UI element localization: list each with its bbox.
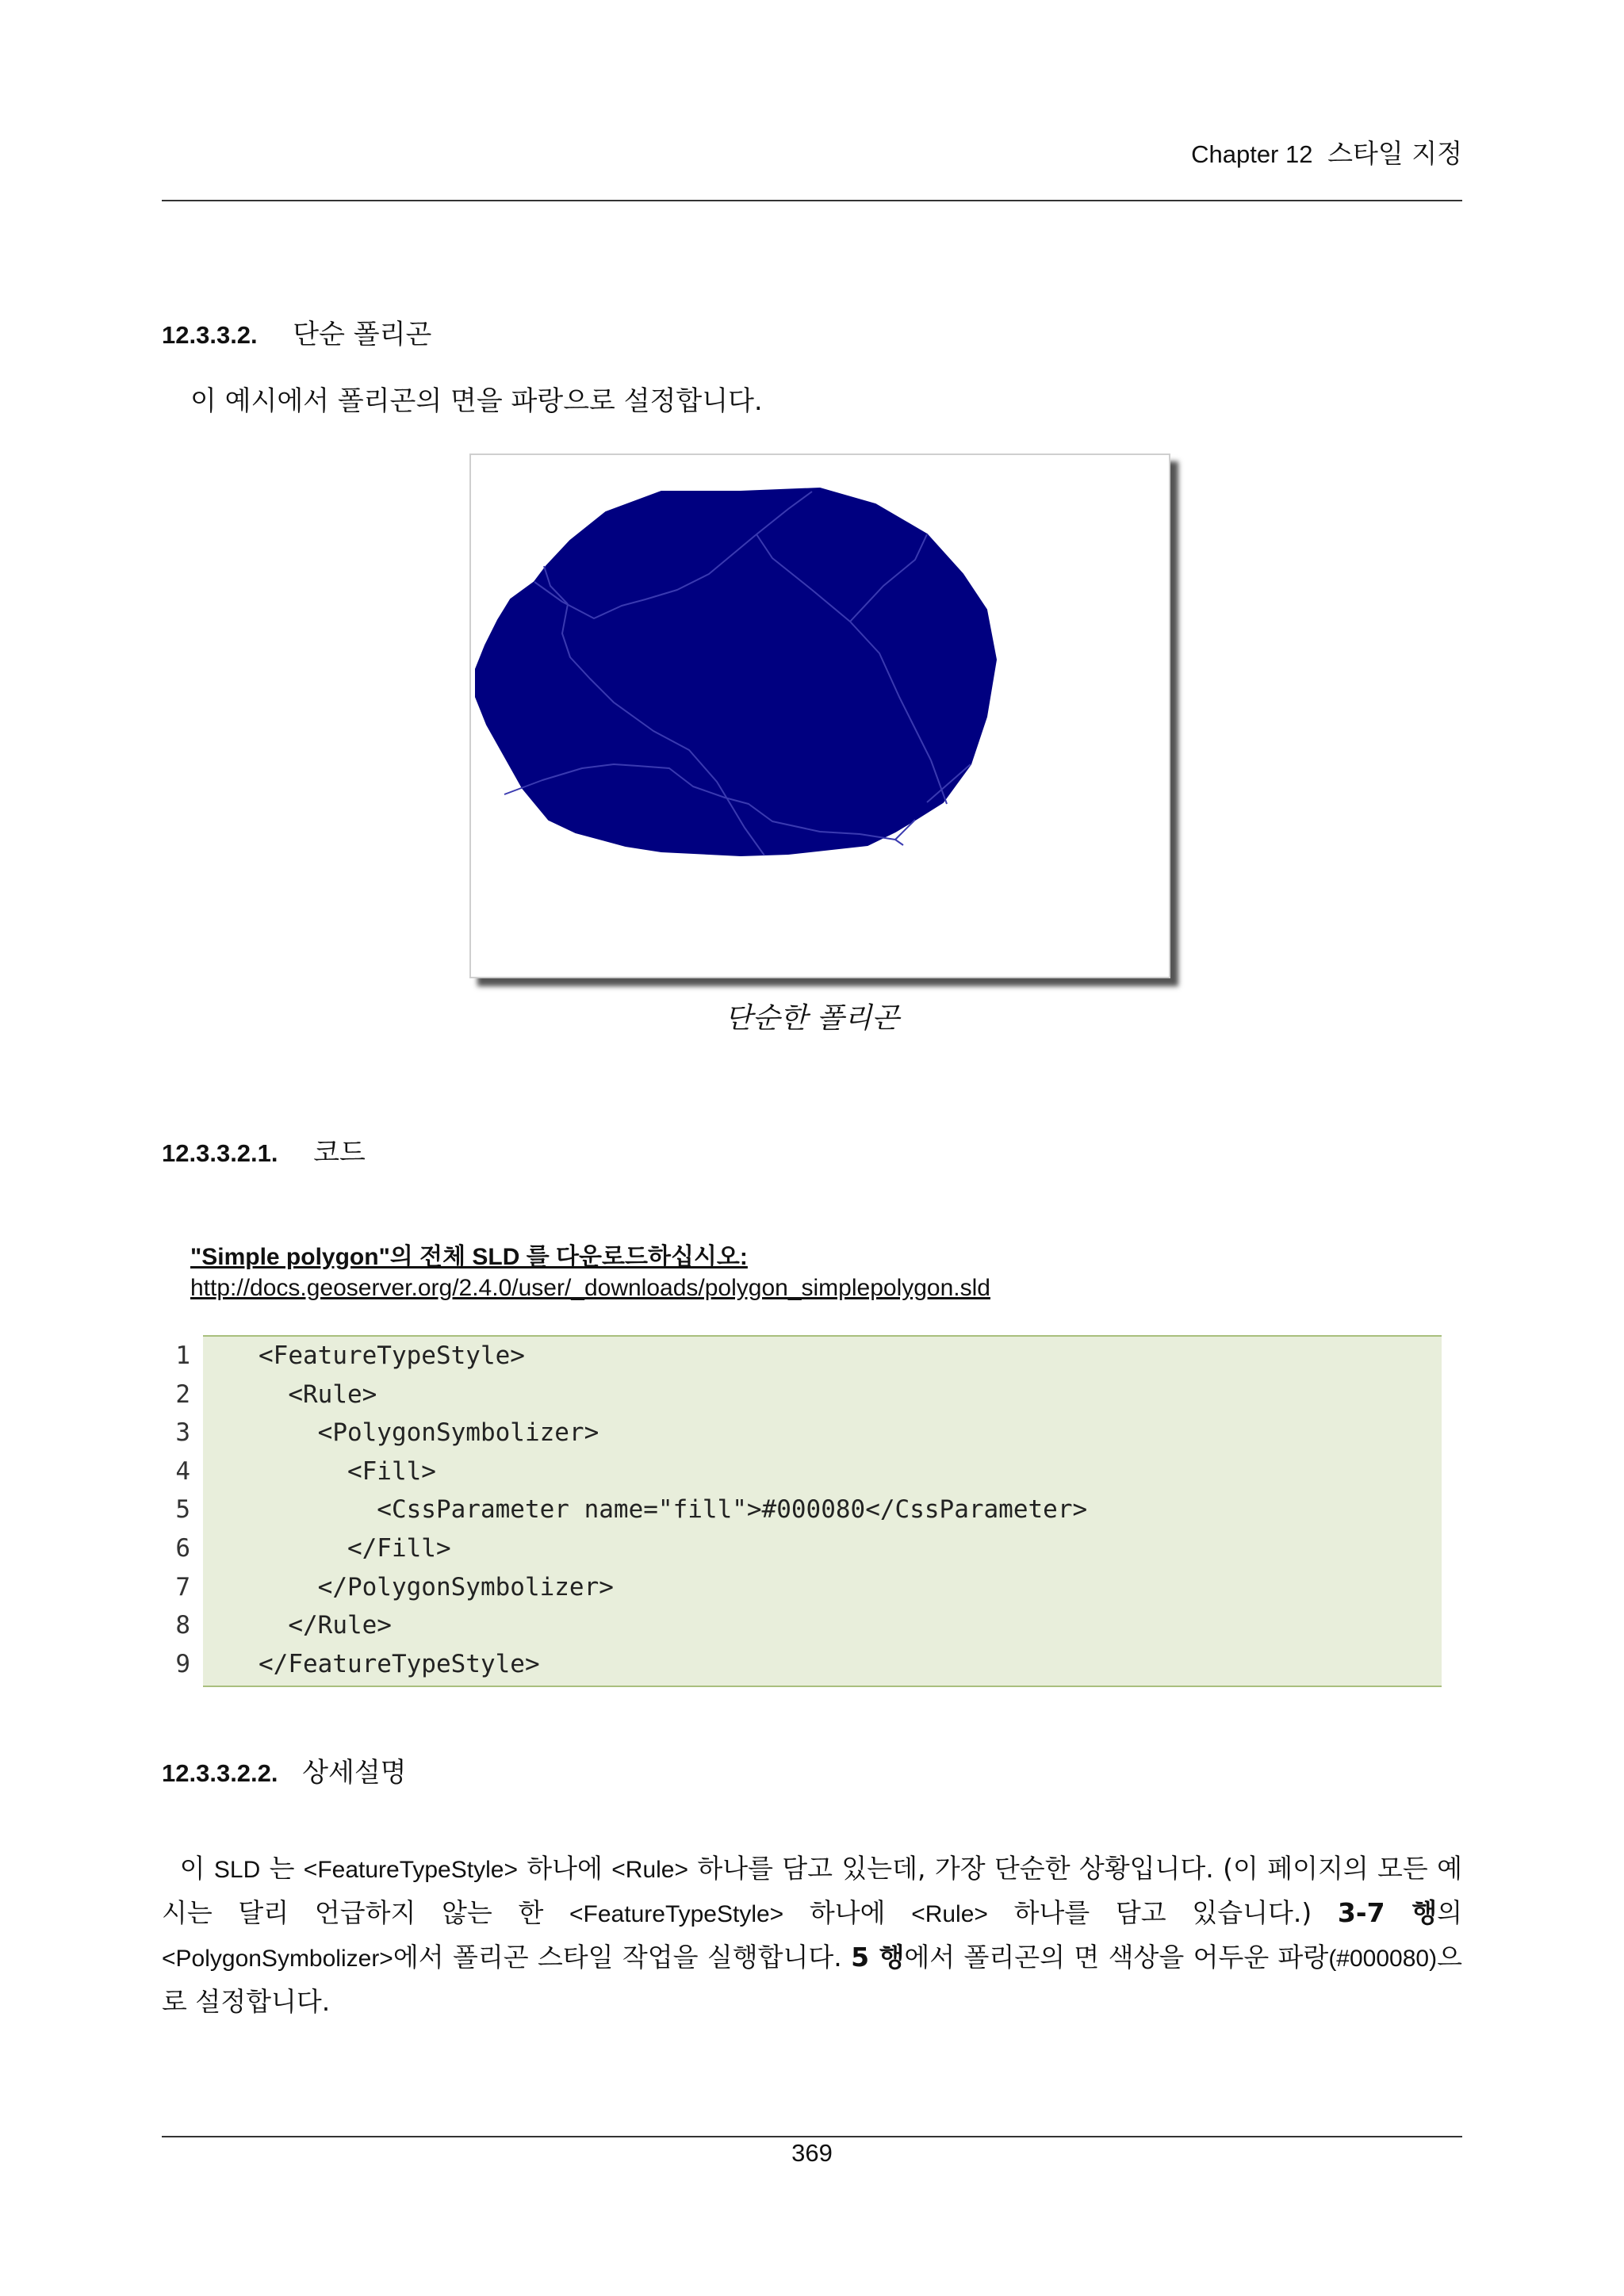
- detail-code-ref: <PolygonSymbolizer>: [162, 1946, 393, 1972]
- figure-caption: 단순한 폴리곤: [724, 1002, 900, 1035]
- download-text: [190, 1237, 748, 1272]
- line-number: 4: [175, 1456, 190, 1486]
- code-text: <Rule>: [259, 1380, 377, 1409]
- section-heading: [162, 312, 431, 351]
- figure-frame: [469, 453, 1170, 978]
- detail-section-title: 상세설명: [302, 1757, 407, 1789]
- page-number: 369: [791, 2139, 833, 2167]
- download-link-text[interactable]: "Simple polygon"의 전체 SLD 를 다운로드하십시오:: [190, 1244, 748, 1270]
- line-number: 5: [175, 1495, 190, 1525]
- code-text: </PolygonSymbolizer>: [259, 1572, 614, 1601]
- detail-text: 하나를 담고 있는데, 가장 단순한 상황입니다. (이 페이지의 모든 예시는 달리 언급하지 않는 한: [162, 1853, 1462, 1928]
- detail-text: 으로 설정합니다.: [162, 1942, 1462, 2017]
- code-text: </FeatureTypeStyle>: [259, 1649, 540, 1678]
- detail-text: 이: [179, 1853, 214, 1884]
- detail-heading: [162, 1751, 407, 1789]
- header-chapter-title: 스타일 지정: [1327, 138, 1462, 169]
- code-section-title: 코드: [313, 1137, 366, 1169]
- detail-text: 하나에: [783, 1897, 912, 1928]
- detail-code-ref: <FeatureTypeStyle>: [303, 1857, 518, 1883]
- detail-line-ref: 3-7 행: [1337, 1897, 1438, 1928]
- code-text: </Rule>: [259, 1611, 392, 1640]
- line-number: 2: [175, 1380, 190, 1409]
- header-chapter: Chapter 12: [1191, 140, 1313, 168]
- download-url-line: [190, 1275, 990, 1302]
- section-title: 단순 폴리곤: [293, 319, 432, 350]
- line-number: 6: [175, 1534, 190, 1563]
- intro-paragraph: 이 예시에서 폴리곤의 면을 파랑으로 설정합니다.: [190, 385, 763, 417]
- footer-rule: [162, 2136, 1462, 2137]
- code-section-number: 12.3.3.2.1.: [162, 1139, 278, 1167]
- header-rule: [162, 200, 1462, 201]
- code-heading: [162, 1131, 366, 1169]
- code-text: </Fill>: [259, 1534, 451, 1563]
- detail-code-ref: <Rule>: [911, 1901, 988, 1927]
- polygon-figure: [471, 455, 1169, 977]
- detail-text: SLD: [213, 1857, 261, 1883]
- detail-text: 의: [1437, 1897, 1462, 1928]
- running-header: [1191, 133, 1462, 170]
- code-text: <CssParameter name="fill">#000080</CssParameter>: [259, 1495, 1088, 1525]
- detail-paragraph: [162, 1847, 1462, 2023]
- line-number: 8: [175, 1611, 190, 1640]
- detail-code-ref: <Rule>: [611, 1857, 689, 1883]
- detail-text: 에서 폴리곤의 면 색상을 어두운 파랑: [904, 1942, 1329, 1973]
- line-number: 9: [175, 1649, 190, 1678]
- detail-text: 는: [260, 1853, 304, 1884]
- detail-line-ref: 5 행: [851, 1942, 905, 1973]
- line-number: 7: [175, 1572, 190, 1601]
- section-number: 12.3.3.2.: [162, 321, 258, 349]
- detail-text: 하나를 담고 있습니다.): [987, 1897, 1338, 1928]
- line-number: 3: [175, 1418, 190, 1448]
- detail-code-ref: <FeatureTypeStyle>: [569, 1901, 784, 1927]
- line-number: 1: [175, 1341, 190, 1370]
- download-url-link[interactable]: http://docs.geoserver.org/2.4.0/user/_downloads/polygon_simplepolygon.sld: [190, 1275, 990, 1301]
- detail-text: 하나에: [517, 1853, 612, 1884]
- detail-color-ref: (#000080): [1328, 1946, 1438, 1972]
- code-text: <PolygonSymbolizer>: [259, 1418, 599, 1448]
- code-text: <FeatureTypeStyle>: [259, 1341, 525, 1370]
- code-text: <Fill>: [259, 1456, 436, 1486]
- detail-text: 에서 폴리곤 스타일 작업을 실행합니다.: [393, 1942, 852, 1973]
- detail-section-number: 12.3.3.2.2.: [162, 1759, 278, 1787]
